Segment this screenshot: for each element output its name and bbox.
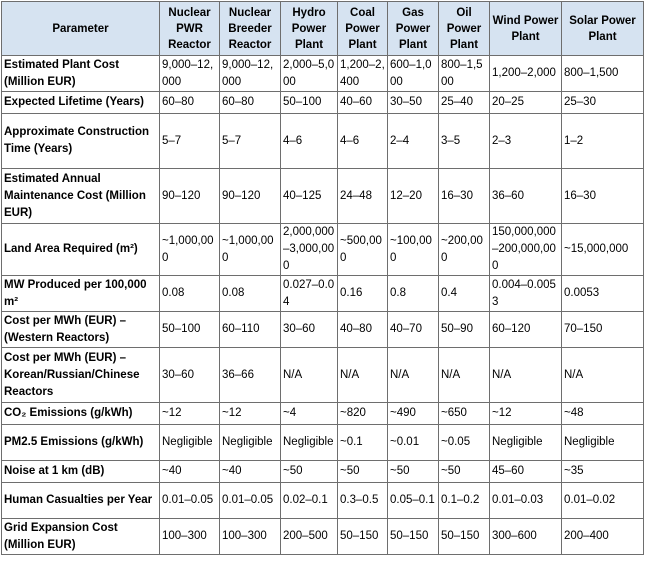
table-cell: ~820 [338,403,388,425]
table-cell: ~35 [562,461,644,483]
table-cell: 3–5 [439,114,490,169]
table-cell: 4–6 [338,114,388,169]
table-row [2,114,644,169]
row-parameter: Cost per MWh (EUR) – Korean/Russian/Chinese Reactors [2,348,160,403]
row-parameter: PM2.5 Emissions (g/kWh) [2,425,160,461]
table-cell: 25–30 [562,92,644,114]
column-header: Nuclear Breeder Reactor [220,2,281,56]
row-parameter: CO₂ Emissions (g/kWh) [2,403,160,425]
table-cell: ~650 [439,403,490,425]
table-cell: 1–2 [562,114,644,169]
table-cell: 50–90 [439,312,490,348]
table-cell: 90–120 [160,169,220,224]
table-cell: 5–7 [220,114,281,169]
table-cell: N/A [281,348,338,403]
table-cell: 50–100 [281,92,338,114]
column-header: Gas Power Plant [388,2,439,56]
table-cell: 40–70 [388,312,439,348]
table-cell: 60–80 [220,92,281,114]
row-parameter: Land Area Required (m²) [2,224,160,276]
table-row [2,461,644,483]
table-cell: 16–30 [439,169,490,224]
table-cell: 50–150 [439,519,490,555]
table-cell: 0.3–0.5 [338,483,388,519]
table-cell: 9,000–12,000 [220,56,281,92]
row-parameter: Noise at 1 km (dB) [2,461,160,483]
table-cell: 24–48 [338,169,388,224]
table-cell: 25–40 [439,92,490,114]
table-cell: 1,200–2,000 [490,56,562,92]
table-cell: ~4 [281,403,338,425]
table-cell: 36–60 [490,169,562,224]
table-cell: 30–60 [281,312,338,348]
table-cell: 100–300 [220,519,281,555]
table-cell: Negligible [281,425,338,461]
table-cell: 12–20 [388,169,439,224]
table-cell: Negligible [220,425,281,461]
table-cell: 36–66 [220,348,281,403]
table-cell: 2–4 [388,114,439,169]
table-cell: 300–600 [490,519,562,555]
table-cell: 0.08 [160,276,220,312]
table-cell: 0.01–0.05 [220,483,281,519]
table-row [2,519,644,555]
table-cell: 0.01–0.02 [562,483,644,519]
table-cell: ~48 [562,403,644,425]
table-cell: 5–7 [160,114,220,169]
table-cell: 50–150 [388,519,439,555]
table-cell: 0.02–0.1 [281,483,338,519]
table-cell: ~15,000,000 [562,224,644,276]
table-cell: 16–30 [562,169,644,224]
table-row [2,403,644,425]
table-cell: 45–60 [490,461,562,483]
table-cell: 90–120 [220,169,281,224]
table-cell: Negligible [562,425,644,461]
column-header: Oil Power Plant [439,2,490,56]
row-parameter: Grid Expansion Cost (Million EUR) [2,519,160,555]
table-cell: 0.8 [388,276,439,312]
table-cell: 0.0053 [562,276,644,312]
table-cell: 0.08 [220,276,281,312]
table-cell: 0.004–0.0053 [490,276,562,312]
row-parameter: Cost per MWh (EUR) – (Western Reactors) [2,312,160,348]
table-cell: N/A [338,348,388,403]
row-parameter: Estimated Plant Cost (Million EUR) [2,56,160,92]
table-cell: 20–25 [490,92,562,114]
table-cell: ~12 [490,403,562,425]
table-row [2,312,644,348]
table-cell: 40–125 [281,169,338,224]
table-cell: 40–60 [338,92,388,114]
row-parameter: Expected Lifetime (Years) [2,92,160,114]
table-cell: ~0.1 [338,425,388,461]
table-cell: 600–1,000 [388,56,439,92]
table-cell: 9,000–12,000 [160,56,220,92]
table-cell: 0.1–0.2 [439,483,490,519]
table-cell: 30–60 [160,348,220,403]
table-cell: 800–1,500 [439,56,490,92]
table-cell: 200–500 [281,519,338,555]
table-cell: ~40 [160,461,220,483]
table-row [2,276,644,312]
column-header: Parameter [2,2,160,56]
table-cell: 4–6 [281,114,338,169]
table-cell: ~40 [220,461,281,483]
table-cell: 30–50 [388,92,439,114]
table-cell: ~1,000,000 [220,224,281,276]
table-cell: 0.05–0.1 [388,483,439,519]
column-header: Hydro Power Plant [281,2,338,56]
table-row [2,224,644,276]
row-parameter: Approximate Construction Time (Years) [2,114,160,169]
table-body [2,56,644,555]
column-header: Wind Power Plant [490,2,562,56]
table-cell: ~100,000 [388,224,439,276]
table-cell: 50–150 [338,519,388,555]
table-cell: Negligible [160,425,220,461]
table-cell: N/A [490,348,562,403]
comparison-table [1,1,644,555]
table-cell: 70–150 [562,312,644,348]
table-cell: 200–400 [562,519,644,555]
column-header: Coal Power Plant [338,2,388,56]
table-row [2,92,644,114]
table-row [2,425,644,461]
column-header: Nuclear PWR Reactor [160,2,220,56]
table-cell: ~50 [439,461,490,483]
table-cell: N/A [388,348,439,403]
table-cell: ~1,000,000 [160,224,220,276]
table-cell: 60–110 [220,312,281,348]
table-cell: ~500,000 [338,224,388,276]
table-cell: 100–300 [160,519,220,555]
table-cell: 2,000–5,000 [281,56,338,92]
table-cell: 0.01–0.05 [160,483,220,519]
table-row [2,348,644,403]
header-row [2,2,644,56]
row-parameter: MW Produced per 100,000 m² [2,276,160,312]
table-cell: ~200,000 [439,224,490,276]
table-cell: 60–120 [490,312,562,348]
table-row [2,56,644,92]
table-cell: N/A [439,348,490,403]
table-cell: ~0.05 [439,425,490,461]
table-cell: 60–80 [160,92,220,114]
table-cell: 50–100 [160,312,220,348]
table-cell: 1,200–2,400 [338,56,388,92]
table-cell: ~0.01 [388,425,439,461]
table-cell: 150,000,000–200,000,000 [490,224,562,276]
row-parameter: Estimated Annual Maintenance Cost (Million EUR) [2,169,160,224]
table-cell: ~12 [220,403,281,425]
column-header: Solar Power Plant [562,2,644,56]
table-cell: 2,000,000–3,000,000 [281,224,338,276]
table-row [2,483,644,519]
table-cell: 0.16 [338,276,388,312]
table-cell: 0.4 [439,276,490,312]
table-cell: 40–80 [338,312,388,348]
table-cell: 0.01–0.03 [490,483,562,519]
table-cell: ~50 [388,461,439,483]
table-cell: N/A [562,348,644,403]
table-cell: 0.027–0.04 [281,276,338,312]
table-row [2,169,644,224]
table-cell: Negligible [490,425,562,461]
table-cell: ~490 [388,403,439,425]
table-cell: ~50 [338,461,388,483]
table-cell: ~12 [160,403,220,425]
row-parameter: Human Casualties per Year [2,483,160,519]
table-cell: 2–3 [490,114,562,169]
table-cell: ~50 [281,461,338,483]
table-cell: 800–1,500 [562,56,644,92]
